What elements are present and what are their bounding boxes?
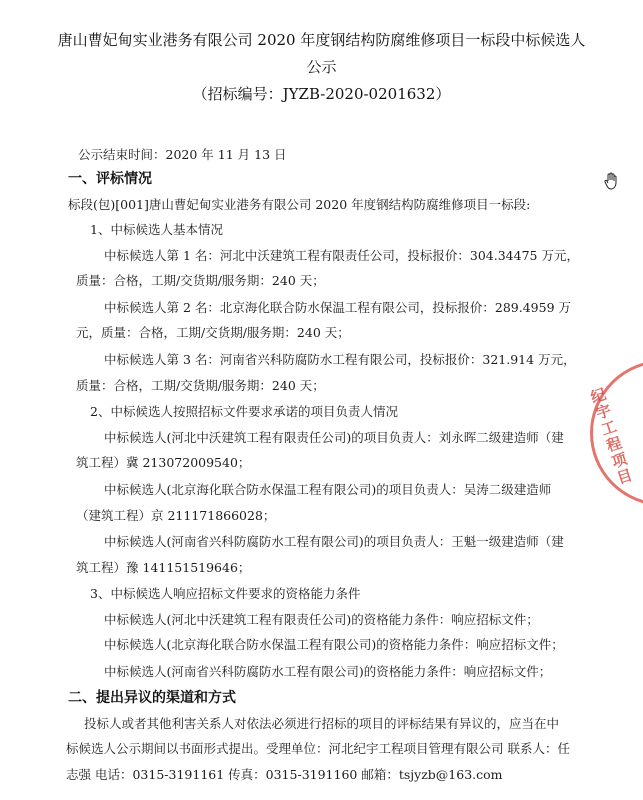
sub1-heading: 1、中标候选人基本情况 <box>90 222 223 237</box>
candidate2-line1: 中标候选人第 2 名：北京海化联合防水保温工程有限公司，投标报价：289.4959 万 <box>104 300 572 315</box>
candidate1-line2: 质量：合格，工期/交货期/服务期：240 天； <box>76 273 325 288</box>
manager2-line1: 中标候选人(北京海化联合防水保温工程有限公司)的项目负责人：吴涛二级建造师 <box>104 482 552 497</box>
objection-line2: 标候选人公示期间以书面形式提出。受理单位：河北纪宇工程项目管理有限公司 联系人：任 <box>66 741 570 756</box>
doc-title-line1: 唐山曹妃甸实业港务有限公司 2020 年度钢结构防腐维修项目一标段中标候选人 <box>57 31 586 49</box>
candidate2-line2: 元，质量：合格，工期/交货期/服务期：240 天； <box>76 325 350 340</box>
qualification3: 中标候选人(河南省兴科防腐防水工程有限公司)的资格能力条件：响应招标文件； <box>104 664 552 679</box>
manager1-line1: 中标候选人(河北中沃建筑工程有限责任公司)的项目负责人：刘永晖二级建造师（建 <box>104 430 564 445</box>
section2-heading: 二、提出异议的渠道和方式 <box>68 690 236 706</box>
manager3-line1: 中标候选人(河南省兴科防腐防水工程有限公司)的项目负责人：王魁一级建造师（建 <box>104 534 564 549</box>
objection-line3: 志强 电话：0315-3191161 传真：0315-3191160 邮箱：tsjyzb@163.com <box>66 767 503 782</box>
objection-line1: 投标人或者其他利害关系人对依法必须进行招标的项目的评标结果有异议的，应当在中 <box>84 716 560 731</box>
candidate1-line1: 中标候选人第 1 名：河北中沃建筑工程有限责任公司，投标报价：304.34475 万元， <box>104 248 579 263</box>
lot-line: 标段(包)[001]唐山曹妃甸实业港务有限公司 2020 年度钢结构防腐维修项目一标段: <box>68 197 531 212</box>
qualification2: 中标候选人(北京海化联合防水保温工程有限公司)的资格能力条件：响应招标文件； <box>104 637 564 652</box>
doc-title-line2: 公示 <box>306 58 337 76</box>
candidate3-line1: 中标候选人第 3 名：河南省兴科防腐防水工程有限公司，投标报价：321.914 万元， <box>104 352 576 367</box>
candidate3-line2: 质量：合格，工期/交货期/服务期：240 天； <box>76 378 325 393</box>
manager2-line2: （建筑工程）京 211171866028； <box>76 508 276 523</box>
sub2-heading: 2、中标候选人按照招标文件要求承诺的项目负责人情况 <box>90 404 398 419</box>
hand-cursor-icon <box>603 172 619 190</box>
manager1-line2: 筑工程）冀 213072009540； <box>76 455 251 470</box>
seal-text: 纪宇工程项目 <box>588 384 635 488</box>
sub3-heading: 3、中标候选人响应招标文件要求的资格能力条件 <box>90 586 361 601</box>
tender-number: （招标编号：JYZB-2020-0201632） <box>192 85 451 103</box>
manager3-line2: 筑工程）豫 141151519646； <box>76 560 251 575</box>
section1-heading: 一、评标情况 <box>68 171 152 187</box>
qualification1: 中标候选人(河北中沃建筑工程有限责任公司)的资格能力条件：响应招标文件； <box>104 612 539 627</box>
notice-end-date: 公示结束时间：2020 年 11 月 13 日 <box>78 147 287 162</box>
